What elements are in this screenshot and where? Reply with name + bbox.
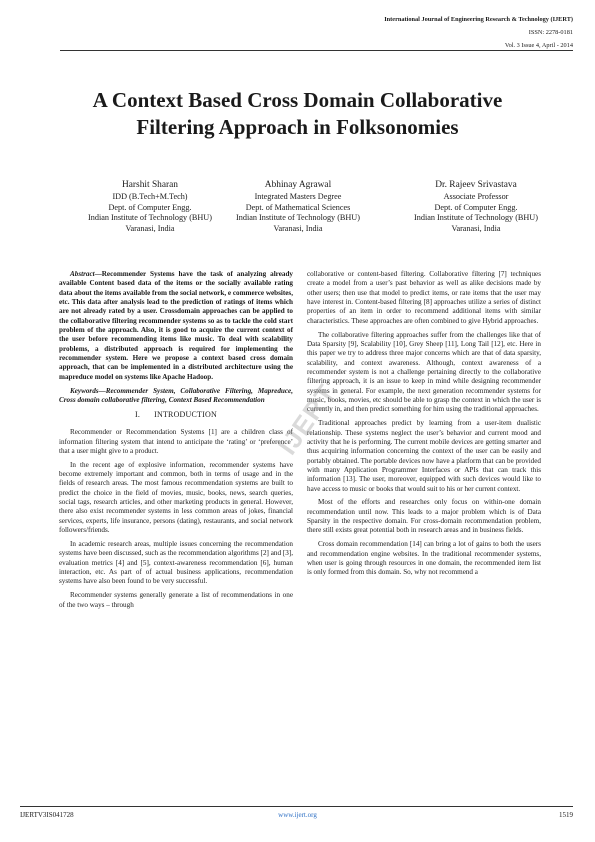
paragraph: Recommender systems generally generate a list of recommendations in one of the two ways – through: [59, 591, 293, 609]
journal-name: International Journal of Engineering Research & Technology (IJERT): [384, 16, 573, 23]
author-block-2: [218, 180, 378, 234]
section-number: I.: [135, 409, 141, 419]
page-number: 1519: [559, 811, 573, 819]
author-name: Abhinay Agrawal: [264, 180, 332, 190]
author-line: Indian Institute of Technology (BHU): [88, 213, 212, 223]
author-block-1: [70, 180, 230, 234]
volume-issue: Vol. 3 Issue 4, April - 2014: [504, 42, 573, 49]
abstract-text: —Recommender Systems have the task of analyzing already available Content based data of the items or the socially available rating data about the items available from the social network, e commerce websites, etc. This data after analysis lead to the prediction of ratings of items which are not already rated by a user. Crossdomain approaches can be applied to the collaborative filtering recommender systems so as to tackle the cold start problem of the approach. Also, it is good to acquire the current context of the user before recommending items like music. To deal with scalability problems, a distributed approach is required for implementing the recommender system. Here we propose a context based cross domain approach, that can be implemented in a distributed architecture using the mapreduce model on systems like Apache Hadoop.: [59, 270, 293, 381]
paragraph: The collaborative filtering approaches suffer from the challenges like that of Data Sparsity [9], Scalability [10], Grey Sheep [11], Long Tail [12], etc. Here in this paper we try to address three major concerns which are that of data sparsity, scalability, and context awareness. Although, context awareness of a recommender system is not a challenge pertaining directly to the collaborative filtering approach, it is an issue to keep in mind while designing recommender systems in general. For example, the next generation recommender systems for music, books, movies, etc should be able to grasp the context in which the user is currently in, and then predict something for him using the traditional approaches.: [307, 330, 541, 414]
author-line: Varanasi, India: [451, 223, 501, 233]
author-line: Integrated Masters Degree: [254, 192, 342, 201]
section-title: INTRODUCTION: [154, 409, 217, 419]
paragraph: Recommender or Recommendation Systems [1] are a children class of information filtering system that intend to anticipate the ‘rating’ or ‘preference’ that a user might give to a product.: [59, 428, 293, 455]
paper-id: IJERTV3IS041728: [20, 811, 74, 819]
author-line: Associate Professor: [443, 192, 509, 201]
section-heading: [59, 410, 293, 419]
author-line: Varanasi, India: [273, 223, 323, 233]
issn: ISSN: 2278-0181: [528, 29, 573, 36]
footer-rule: [20, 806, 573, 807]
author-line: Dept. of Mathematical Sciences: [245, 202, 351, 212]
author-line: Indian Institute of Technology (BHU): [236, 213, 360, 223]
header-rule: [60, 50, 573, 51]
abstract: [59, 270, 293, 382]
keywords: Keywords—Recommender System, Collaborative Filtering, Mapreduce, Cross domain collaborative filtering, Context Based Recommendation: [59, 386, 293, 404]
paragraph: In the recent age of explosive information, recommender systems have become extremely important and common, both in terms of usage and in the fields of research areas. The most famous recommendation systems are built to predict the choice in the field of movies, music, books, news, search queries, social tags, research articles, and other marketing products in general. However, there also exist recommender systems in less common areas of jokes, financial services, experts, life insurance, persons (dating), restaurants, and social network followers/friends.: [59, 460, 293, 535]
author-line: Indian Institute of Technology (BHU): [414, 213, 538, 223]
right-column: [307, 270, 541, 582]
paragraph: Traditional approaches predict by learning from a user-item dualistic relationship. These systems neglect the user’s behavior and current mood and activity that he is performing. The current mobile devices are getting smarter and thus acquiring information concerning the context of the user can be easily and portably obtained. The portable devices now have a platform that can be provided with many Application Programmer Interfaces or APIs that can track this information [13]. The user, moreover, equipped with such devices would like to have access to music or books that would suit to his or her current context.: [307, 419, 541, 493]
author-name: Dr. Rajeev Srivastava: [435, 180, 517, 190]
author-name: Harshit Sharan: [122, 180, 178, 190]
abstract-label: Abstract: [70, 270, 95, 278]
paper-title: A Context Based Cross Domain Collaborative Filtering Approach in Folksonomies: [92, 88, 503, 140]
paragraph: Cross domain recommendation [14] can bring a lot of gains to both the users and recommendation engine websites. In the traditional recommender systems, when user is going through resources in one domain, the recommended item list is only formed from this domain. So, why not recommend a: [307, 540, 541, 577]
author-line: IDD (B.Tech+M.Tech): [112, 192, 188, 201]
paragraph: collaborative or content-based filtering. Collaborative filtering [7] techniques create a model from a user’s past behavior as well as alike decisions made by other users; then use that model to predict items, or rate items that the user may have interest in. Content-based filtering [8] approaches utilize a series of distinct properties of an item in order to recommend additional items with similar characteristics. These approaches are often combined to give Hybrid approaches.: [307, 270, 541, 325]
paragraph: Most of the efforts and researches only focus on within-one domain recommendation until now. This leads to a major problem which is of Data Sparsity in the respective domain. For cross-domain recommendation problem, there still exists great potential both in research areas and in business fields.: [307, 498, 541, 535]
author-line: Varanasi, India: [125, 223, 175, 233]
author-block-3: [396, 180, 556, 234]
author-line: Dept. of Computer Engg.: [434, 202, 518, 212]
watermark: IJERT: [272, 378, 342, 461]
left-column: [59, 270, 293, 614]
paragraph: In academic research areas, multiple issues concerning the recommendation systems have been discussed, such as the recommendation algorithms [2] and [3], evaluation metrics [4] and [5], context-awareness recommendation [6], human interaction, etc. As part of of actual business applications, recommendation systems have also been found to be very successful.: [59, 539, 293, 586]
website-link[interactable]: www.ijert.org: [278, 811, 317, 819]
author-line: Dept. of Computer Engg.: [108, 202, 192, 212]
